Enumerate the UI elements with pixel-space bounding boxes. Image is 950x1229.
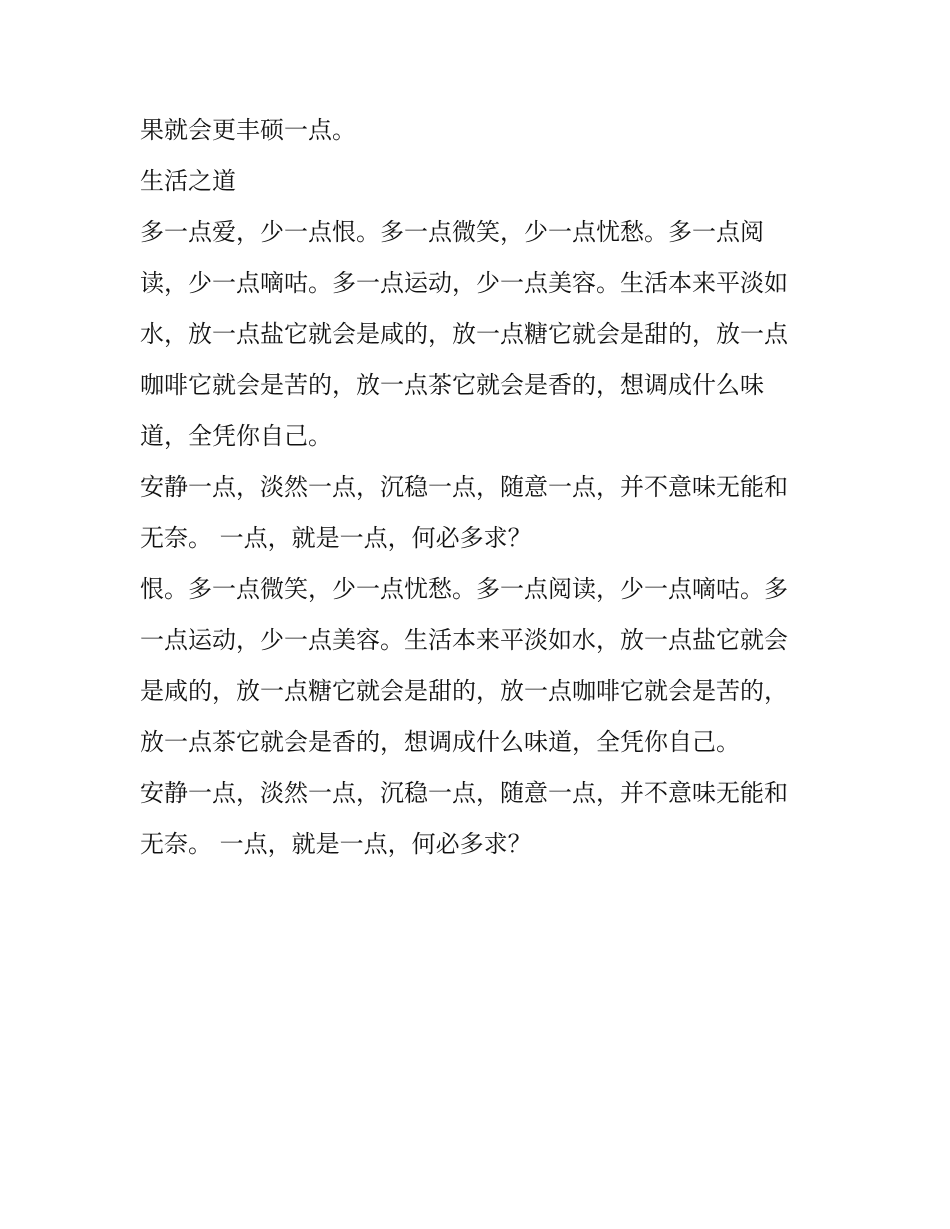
section-heading: 生活之道: [140, 167, 236, 195]
text-line: 无奈。 一点，就是一点，何必多求？: [140, 524, 532, 552]
text-line: 一点运动，少一点美容。生活本来平淡如水，放一点盐它就会: [140, 626, 788, 654]
text-line: 读，少一点嘀咕。多一点运动，少一点美容。生活本来平淡如: [140, 269, 788, 297]
text-line: 果就会更丰硕一点。: [140, 116, 356, 144]
text-line: 是咸的，放一点糖它就会是甜的，放一点咖啡它就会是苦的，: [140, 677, 788, 705]
text-line: 水，放一点盐它就会是咸的，放一点糖它就会是甜的，放一点: [140, 320, 788, 348]
text-line: 无奈。 一点，就是一点，何必多求？: [140, 830, 532, 858]
text-line: 道，全凭你自己。: [140, 422, 332, 450]
text-line: 安静一点，淡然一点，沉稳一点，随意一点，并不意味无能和: [140, 473, 788, 501]
text-line: 咖啡它就会是苦的，放一点茶它就会是香的，想调成什么味: [140, 371, 764, 399]
text-line: 放一点茶它就会是香的，想调成什么味道，全凭你自己。: [140, 728, 740, 756]
text-line: 安静一点，淡然一点，沉稳一点，随意一点，并不意味无能和: [140, 779, 788, 807]
text-line: 多一点爱，少一点恨。多一点微笑，少一点忧愁。多一点阅: [140, 218, 764, 246]
text-line: 恨。多一点微笑，少一点忧愁。多一点阅读，少一点嘀咕。多: [140, 575, 788, 603]
body-text: [140, 105, 812, 870]
